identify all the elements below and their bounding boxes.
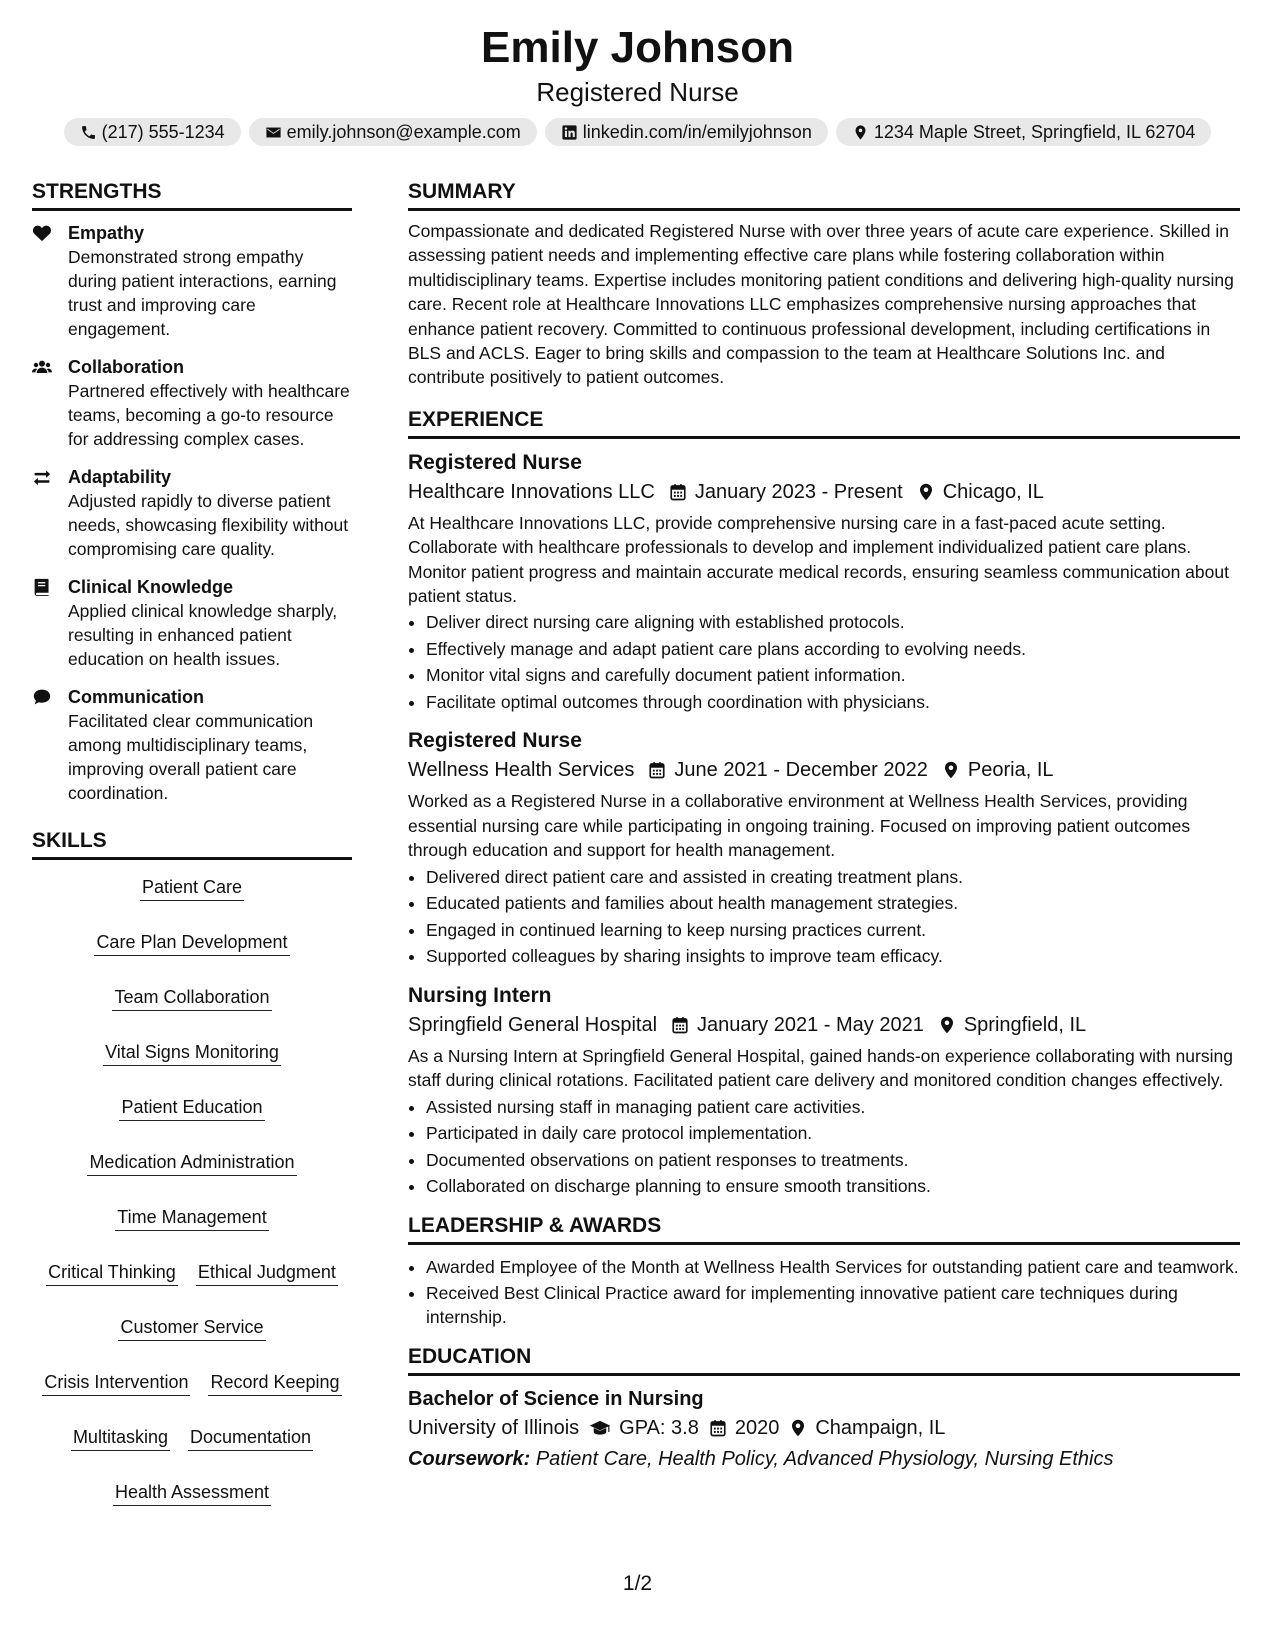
job-meta [408,1010,1240,1040]
coursework [408,1444,1240,1474]
strength-item [32,221,352,341]
job-title: Registered Nurse [408,729,582,753]
skill-tag: Medication Administration [87,1149,296,1176]
location-pin-icon [852,124,869,141]
bullet-item: • Educated patients and families about health management strategies. [426,890,1240,917]
location-pin-icon [938,1016,956,1034]
education-meta [408,1412,1240,1444]
strength-description: Facilitated clear communication among multidisciplinary teams, improving overall patient care coordination. [68,711,314,803]
strength-description: Demonstrated strong empathy during patient interactions, earning trust and improving care engagement. [68,247,337,339]
job-description: At Healthcare Innovations LLC, provide comprehensive nursing care in a fast-paced acute setting. Collaborate with healthcare professionals to develop and implement individualized patient care plans. Monitor patient progress and maintain accurate medical records, ensuring seamless communication about patient status. [408,512,1229,607]
address-contact [836,118,1212,146]
company-name: Springfield General Hospital [408,1013,658,1036]
location-pin-icon [789,1419,807,1437]
strength-description: Applied clinical knowledge sharply, resulting in enhanced patient education on health issues. [68,601,338,669]
strength-title: Communication [68,687,205,707]
award-item: • Received Best Clinical Practice award for implementing innovative patient care techniques during internship. [426,1281,1240,1329]
bullet-item: • Facilitate optimal outcomes through coordination with physicians. [426,689,1240,716]
education-entry [408,1386,1240,1474]
skill-tag: Documentation [188,1424,313,1451]
strength-item [32,355,352,451]
right-column [408,178,1240,1474]
strength-item [32,465,352,561]
strengths-heading: STRENGTHS [32,178,352,211]
degree-title: Bachelor of Science in Nursing [408,1387,704,1410]
award-item: • Awarded Employee of the Month at Wellness Health Services for outstanding patient care and teamwork. [426,1255,1240,1279]
bullet-item: • Monitor vital signs and carefully document patient information. [426,662,1240,689]
company-name: Healthcare Innovations LLC [408,480,655,503]
skill-tag: Vital Signs Monitoring [103,1039,281,1066]
education-location: Champaign, IL [815,1416,946,1439]
experience-entry [408,727,1240,969]
job-bullets [408,1094,1240,1200]
job-location: Peoria, IL [967,759,1054,782]
linkedin-contact[interactable] [545,118,828,146]
job-location: Chicago, IL [942,480,1044,503]
awards-list [408,1255,1240,1329]
phone-contact[interactable] [64,118,241,146]
heart-icon [32,224,52,242]
education-heading: EDUCATION [408,1343,1240,1376]
job-dates: January 2021 - May 2021 [697,1013,924,1036]
school-name: University of Illinois [408,1416,580,1439]
strength-description: Adjusted rapidly to diverse patient needs, showcasing flexibility without compromising care quality. [68,491,349,559]
candidate-role: Registered Nurse [536,77,739,107]
skill-tag: Critical Thinking [46,1259,178,1286]
coursework-text: Patient Care, Health Policy, Advanced Physiology, Nursing Ethics [535,1447,1114,1470]
bullet-item: • Effectively manage and adapt patient care plans according to evolving needs. [426,636,1240,663]
skill-tag: Time Management [115,1204,268,1231]
envelope-icon [265,124,282,141]
calendar-icon [669,483,687,501]
strength-item [32,685,352,805]
bullet-item: • Participated in daily care protocol implementation. [426,1120,1240,1147]
calendar-icon [671,1016,689,1034]
phone-icon [80,124,97,141]
linkedin-text: linkedin.com/in/emilyjohnson [582,121,812,142]
job-bullets [408,864,1240,970]
skill-tag: Patient Care [140,874,244,901]
job-bullets [408,609,1240,715]
summary-text: Compassionate and dedicated Registered Nurse with over three years of acute care experience. Skilled in assessing patient needs and implementing effective care plans while fostering collaboration within multidisciplinary teams. Expertise includes monitoring patient conditions and delivering high-quality nursing care. Recent role at Healthcare Innovations LLC emphasizes comprehensive nursing approaches that enhance patient recovery. Committed to continuous professional development, including certifications in BLS and ACLS. Eager to bring skills and compassion to the team at Healthcare Solutions Inc. and contribute positively to patient outcomes. [408,221,1234,388]
job-description: As a Nursing Intern at Springfield General Hospital, gained hands-on experience collaborating with nursing staff during clinical rotations. Facilitated patient care delivery and monitored condition changes effectively. [408,1045,1233,1091]
skill-tag: Multitasking [71,1424,170,1451]
summary-heading: SUMMARY [408,178,1240,211]
page-number: 1/2 [622,1572,653,1595]
calendar-icon [709,1419,727,1437]
experience-heading: EXPERIENCE [408,406,1240,439]
bullet-item: • Assisted nursing staff in managing patient care activities. [426,1094,1240,1121]
contact-bar [0,118,1275,146]
graduation-year: 2020 [734,1416,780,1439]
strength-description: Partnered effectively with healthcare teams, becoming a go-to resource for addressing complex cases. [68,381,350,449]
left-column [32,178,352,1506]
chat-bubble-icon [32,688,52,706]
skill-tag: Customer Service [118,1314,265,1341]
calendar-icon [648,761,666,779]
linkedin-icon [561,124,578,141]
skill-tag: Care Plan Development [94,929,289,956]
job-dates: June 2021 - December 2022 [674,759,928,782]
bullet-item: • Delivered direct patient care and assisted in creating treatment plans. [426,864,1240,891]
resume-header [0,22,1275,146]
skills-list [32,870,352,1506]
skill-tag: Team Collaboration [112,984,271,1011]
skill-tag: Crisis Intervention [42,1369,190,1396]
strength-title: Adaptability [68,467,172,487]
awards-heading: LEADERSHIP & AWARDS [408,1212,1240,1245]
skill-tag: Patient Education [119,1094,264,1121]
company-name: Wellness Health Services [408,759,635,782]
address-text: 1234 Maple Street, Springfield, IL 62704 [873,121,1196,142]
job-title: Registered Nurse [408,450,582,474]
location-pin-icon [917,483,935,501]
job-location: Springfield, IL [963,1013,1087,1036]
strength-title: Clinical Knowledge [68,577,234,597]
experience-entry [408,449,1240,716]
bullet-item: • Supported colleagues by sharing insights to improve team efficacy. [426,943,1240,970]
skill-tag: Record Keeping [208,1369,341,1396]
users-icon [32,358,52,376]
skill-tag: Health Assessment [113,1479,271,1506]
coursework-label: Coursework: [408,1447,531,1470]
email-contact[interactable] [249,118,537,146]
job-meta [408,755,1240,785]
bullet-item: • Engaged in continued learning to keep nursing practices current. [426,917,1240,944]
bullet-item: • Collaborated on discharge planning to ensure smooth transitions. [426,1173,1240,1200]
graduation-cap-icon [589,1419,611,1437]
experience-entry [408,982,1240,1200]
skills-heading: SKILLS [32,827,352,860]
job-title: Nursing Intern [408,983,552,1007]
strength-title: Empathy [68,223,145,243]
bullet-item: • Deliver direct nursing care aligning with established protocols. [426,609,1240,636]
phone-text: (217) 555-1234 [101,121,225,142]
skill-tag: Ethical Judgment [196,1259,338,1286]
strength-item [32,575,352,671]
candidate-name: Emily Johnson [481,23,794,72]
email-text: emily.johnson@example.com [286,121,521,142]
gpa-text: GPA: 3.8 [619,1416,699,1439]
job-meta [408,477,1240,507]
exchange-arrows-icon [32,468,52,486]
job-description: Worked as a Registered Nurse in a collaborative environment at Wellness Health Services, providing essential nursing care while participating in ongoing training. Focused on improving patient outcomes through education and support for health management. [408,791,1191,861]
location-pin-icon [942,761,960,779]
strength-title: Collaboration [68,357,184,377]
bullet-item: • Documented observations on patient responses to treatments. [426,1147,1240,1174]
book-icon [32,578,52,596]
job-dates: January 2023 - Present [694,480,903,503]
